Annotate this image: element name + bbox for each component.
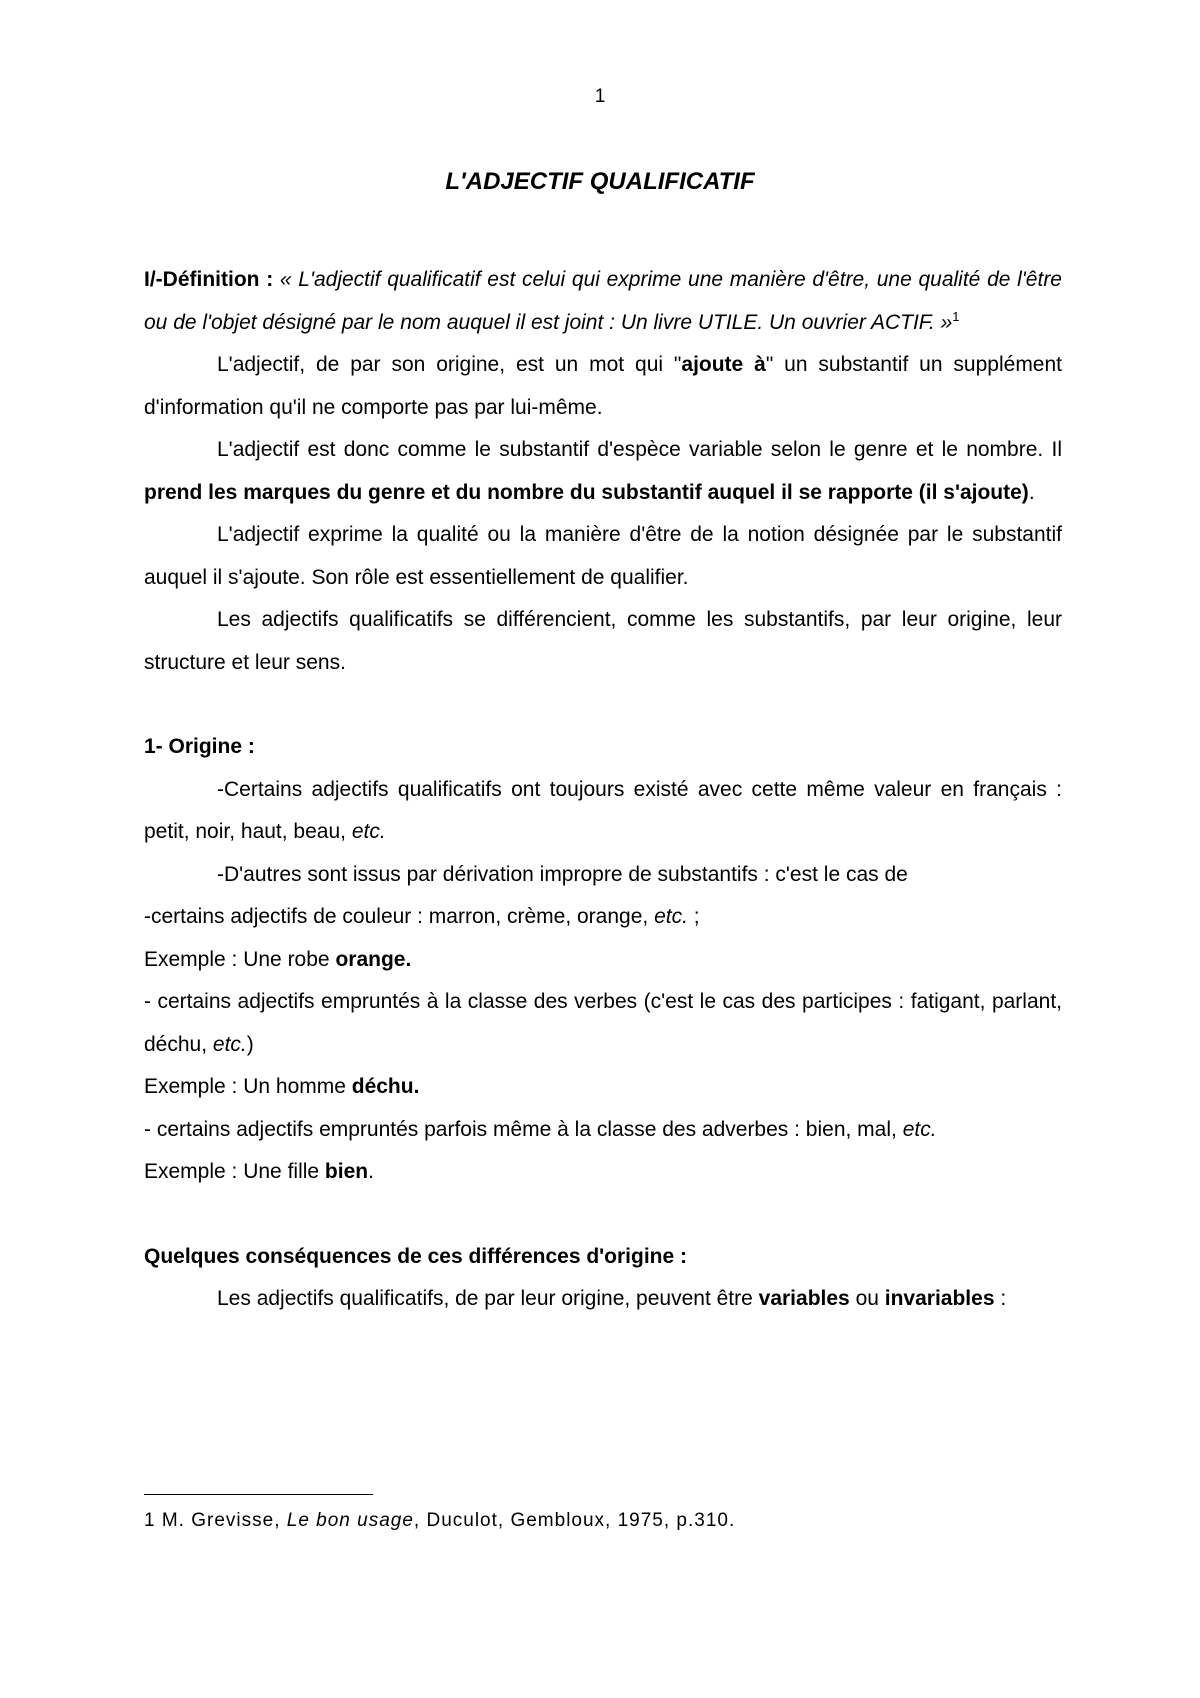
origine-l3-end: ; — [687, 905, 700, 928]
origine-line-2: -D'autres sont issus par dérivation impropre de substantifs : c'est le cas de — [217, 862, 908, 886]
origine-l5-etc: etc. — [902, 1117, 937, 1141]
p1-text-b: " un substantif un supplément d'information qu'il ne comporte pas par lui-même. — [144, 353, 1063, 419]
p1-text-a: L'adjectif, de par son origine, est un mot qui " — [217, 353, 682, 376]
consequences-heading: Quelques conséquences de ces différences d'origine : — [144, 1244, 687, 1268]
consequences-text-a: Les adjectifs qualificatifs, de par leur origine, peuvent être — [217, 1287, 759, 1310]
consequences-bold-1: variables — [758, 1287, 850, 1310]
origine-line-1 — [144, 769, 1062, 854]
example-3-bold: bien — [324, 1160, 369, 1183]
origine-l4-text: - certains adjectifs empruntés à la classe des verbes (c'est le cas des participes : fatigant, parlant, déchu, — [144, 990, 1062, 1056]
origine-l4-end: ) — [246, 1032, 254, 1056]
origine-l5-text: - certains adjectifs empruntés parfois même à la classe des adverbes : bien, mal, — [144, 1117, 903, 1141]
example-1-bold: orange. — [335, 947, 412, 971]
consequences-text-mid: ou — [849, 1287, 885, 1310]
origine-line-5 — [144, 1109, 1062, 1152]
definition-heading: I/-Définition — [144, 268, 260, 291]
example-3-text: Exemple : Une fille — [144, 1160, 325, 1183]
example-2 — [144, 1066, 1062, 1109]
spacer — [144, 684, 1062, 726]
paragraph-1 — [144, 344, 1062, 429]
footnote-text-a: 1 M. Grevisse, — [144, 1510, 287, 1531]
origine-line-4 — [144, 981, 1062, 1066]
origine-l4-etc: etc. — [212, 1032, 247, 1056]
consequences-bold-2: invariables — [884, 1287, 995, 1310]
footnote-ref: 1 — [952, 308, 960, 324]
p1-bold: ajoute à — [681, 353, 766, 376]
footnote-separator — [144, 1494, 373, 1495]
footnote-book-title: Le bon usage — [286, 1510, 414, 1531]
p2-text-a: L'adjectif est donc comme le substantif d'espèce variable selon le genre et le nombre. Il — [217, 438, 1062, 461]
origine-l1-etc: etc. — [351, 820, 386, 843]
origine-l3-text: -certains adjectifs de couleur : marron, crème, orange, — [144, 905, 655, 928]
example-2-text: Exemple : Un homme — [144, 1075, 352, 1098]
example-1-text: Exemple : Une robe — [144, 947, 336, 971]
example-3 — [144, 1151, 1062, 1194]
paragraph-3: L'adjectif exprime la qualité ou la manière d'être de la notion désignée par le substantif auquel il s'ajoute. Son rôle est essentiellement de qualifier. — [144, 523, 1062, 589]
origine-heading: 1- Origine : — [144, 735, 255, 758]
definition-colon: : — [259, 268, 280, 291]
page-number: 1 — [594, 86, 606, 107]
origine-l1-text: -Certains adjectifs qualificatifs ont toujours existé avec cette même valeur en français : petit, noir, haut, beau, — [144, 777, 1062, 843]
p2-bold: prend les marques du genre et du nombre du substantif auquel il se rapporte (il s'ajoute) — [144, 480, 1029, 504]
footnote — [144, 1510, 1062, 1532]
origine-l3-etc: etc. — [654, 905, 688, 928]
paragraph-2 — [144, 429, 1062, 514]
origine-line-3 — [144, 896, 1062, 939]
consequences-text-b: : — [994, 1287, 1007, 1310]
paragraph-4: Les adjectifs qualificatifs se différencient, comme les substantifs, par leur origine, leur structure et leur sens. — [144, 608, 1062, 674]
page-title: L'ADJECTIF QUALIFICATIF — [445, 168, 755, 195]
definition-paragraph — [144, 259, 1062, 344]
example-2-bold: déchu. — [351, 1075, 420, 1098]
p2-text-b: . — [1028, 480, 1035, 504]
body-text — [144, 259, 1062, 1321]
consequences-paragraph — [144, 1278, 1062, 1321]
example-1 — [144, 939, 1062, 982]
spacer — [144, 1194, 1062, 1236]
footnote-text-b: , Duculot, Gembloux, 1975, p.310. — [413, 1510, 736, 1531]
example-3-end: . — [368, 1160, 374, 1183]
definition-quote: « L'adjectif qualificatif est celui qui exprime une manière d'être, une qualité de l'être ou de l'objet désigné par le nom auquel il est joint : Un livre UTILE. Un ouvrier ACTIF. » — [144, 268, 1062, 334]
